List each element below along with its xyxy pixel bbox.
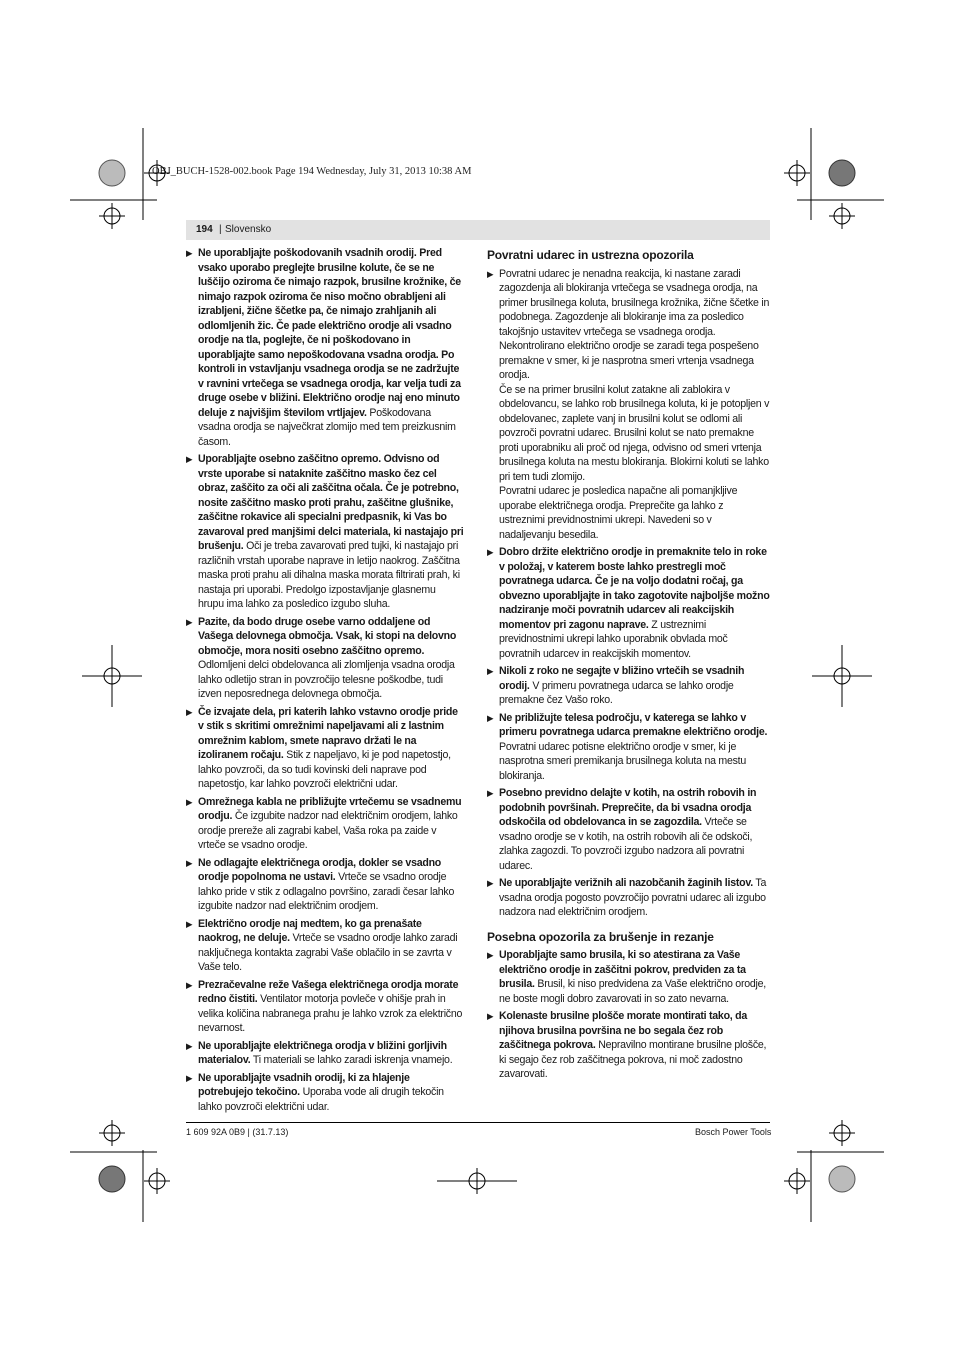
bullet-triangle-icon: ▶ — [186, 796, 193, 807]
bullet-triangle-icon: ▶ — [186, 454, 193, 464]
list-item — [487, 267, 770, 543]
list-item: ▶ Pazite, da bodo druge osebe varno oddaljene od Vašega delovnega območja. Vsak, ki stopi na delovno območje, mora nositi osebno zaščitno opremo. Odlomljeni delci obdelovanca ali zlomljenja vsadna orodja lahko odletijo stran in povzročijo telesne poškodbe, tudi izven neposrednega delovnega območja. — [186, 615, 457, 700]
list-item: ▶ Omrežnega kabla ne približujte vrtečemu se vsadnemu orodju. Če izgubite nadzor nad električnim orodjem, lahko orodje prereže ali zagrabi kabel, Vaša roka pa zaide v vrteče se vsadno orodje. — [186, 795, 462, 851]
list-item: ▶ Ne uporabljajte vsadnih orodij, ki za hlajenje potrebujejo tekočino. Uporaba vode ali drugih tekočin lahko povzroči električni udar. — [186, 1071, 444, 1113]
footer-brand: Bosch Power Tools — [695, 1127, 772, 1137]
bullet-triangle-icon: ▶ — [186, 616, 193, 627]
list-item: ▶ Če izvajate dela, pri katerih lahko vstavno orodje pride v stik s skritimi omrežnimi napeljavami ali z lastnim omrežnim kablom, smete napravo držati le na izoliranem ročaju. Stik z napeljavo, ki je pod napetostjo, lahko povzroči, da so tudi kovinski deli naprave pod napetostjo, kar lahko povzroči električni udar. — [186, 705, 458, 790]
list-item: ▶ Električno orodje naj medtem, ko ga prenašate naokrog, ne deluje. Vrteče se vsadno orodje lahko zaradi naključnega kontakta zagrabi Vaše oblačilo in se zavrta v Vaše telo. — [186, 917, 458, 973]
bullet-triangle-icon: ▶ — [186, 979, 193, 990]
bullet-triangle-icon: ▶ — [487, 788, 494, 798]
bullet-triangle-icon: ▶ — [186, 1040, 193, 1051]
header-bar — [186, 220, 770, 240]
right-column — [487, 246, 770, 1085]
list-item: ▶ Kolenaste brusilne plošče morate montirati tako, da njihova brusilna površina ne bo segala čez rob zaščitnega pokrova. Nepravilno montirane brusilne plošče, ki segajo čez rob zaščitnega pokrova, ni moč zadostno zavarovati. — [487, 1010, 767, 1080]
bullet-triangle-icon: ▶ — [186, 857, 193, 868]
list-item: ▶ Uporabljajte osebno zaščitno opremo. Odvisno od vrste uporabe si nataknite zaščitno masko čez cel obraz, zaščito za oči ali zaščitna očala. Če je potrebno, nosite zaščitno masko proti prahu, zaščitne glušnike, zaščitne rokavice ali specialni predpasnik, ki Vas bo zavaroval pred manjšimi delci materiala, ki nastajajo pri brušenju. Oči je treba zavarovati pred tujki, ki nastajajo pri različnih vrstah uporabe naprave in letijo naokrog. Zaščitna maska proti prahu ali dihalna maska morata filtrirati prah, ki nastaja pri uporabi. Predolgo izpostavljanje glasnemu hrupu ima lahko za posledico izgubo sluha. — [186, 453, 464, 610]
bullet-triangle-icon: ▶ — [487, 878, 494, 888]
bullet-triangle-icon: ▶ — [186, 918, 193, 929]
footer-rule — [186, 1122, 770, 1123]
list-item: ▶ Ne približujte telesa področju, v katerega se lahko v primeru povratnega udarca premakne električno orodje. Povratni udarec potisne električno orodje v smer, ki je nasprotna smeri premikanja brusilnega koluta na mestu blokiranja. — [487, 711, 768, 782]
bullet-triangle-icon: ▶ — [487, 547, 494, 557]
bullet-triangle-icon: ▶ — [487, 1011, 494, 1021]
header-separator: | — [219, 224, 222, 235]
bullet-triangle-icon: ▶ — [186, 1072, 193, 1083]
bullet-triangle-icon: ▶ — [487, 712, 494, 723]
paragraph: Povratni udarec je nenadna reakcija, ki nastane zaradi zagozdenja ali blokiranja vrtečega se vsadnega orodja, na primer brusilnega koluta, brusilnega krožnika, žične ščetke in podobnega. Zagozdenje ali blokiranje ima za posledico takojšnjo ustavitev vrtečega se vsadnega orodja. Nekontrolirano električno orodje se zaradi tega pospešeno premakne v smer, ki je nasprotna smeri vrtenja vsadnega orodja. — [499, 267, 770, 381]
section-heading: Povratni udarec in ustrezna opozorila — [487, 248, 694, 262]
bullet-triangle-icon: ▶ — [487, 268, 494, 279]
list-item: ▶ Uporabljajte samo brusila, ki so atestirana za Vaše električno orodje in zaščitni pokrov, predviden za ta brusila. Brusil, ki niso predvidena za Vaše električno orodje, ne boste mogli dobro zavarovati in so zato nevarna. — [487, 949, 766, 1005]
list-item: ▶ Nikoli z roko ne segajte v bližino vrtečih se vsadnih orodij. V primeru povratnega udarca se lahko orodje premakne čez Vašo roko. — [487, 665, 745, 706]
header-language: Slovensko — [225, 224, 272, 235]
paragraph: Povratni udarec je posledica napačne ali pomanjkljive uporabe električnega orodja. Preprečite ga lahko z ustreznimi previdnostnimi ukrepi. Navedeni so v nadaljevanju besedila. — [499, 485, 738, 541]
bullet-triangle-icon: ▶ — [186, 248, 193, 258]
paragraph: Če se na primer brusilni kolut zatakne ali zablokira v obdelovancu, se lahko rob brusilnega koluta, ki je potopljen v obdelovanec, zaplete vanj in brusilni kolut se odlomi ali povzroči povratni udarec. Brusilni kolut se nato premakne proti uporabniku ali proč od njega, odvisno od smeri vrtenja brusilnega koluta na mestu blokiranja. Blokirni koluti se lahko pri tem tudi zlomijo. — [499, 383, 770, 483]
list-item: ▶ Ne odlagajte električnega orodja, dokler se vsadno orodje popolnoma ne ustavi. Vrteče se vsadno orodje lahko pride v stik z odlagalno površino, zaradi česar lahko izgubite nadzor nad električnim orodjem. — [186, 856, 455, 912]
list-item: ▶ Posebno previdno delajte v kotih, na ostrih robovih in podobnih površinah. Preprečite, da bi vsadna orodja odskočila od obdelovanca in se zagozdila. Vrteče se vsadno orodje se v kotih, na ostrih robovih ali če odskoči, zlahka zagozdi. To povzroči izgubo nadzora ali povratni udarec. — [487, 787, 757, 872]
bullet-triangle-icon: ▶ — [487, 666, 494, 676]
list-item: ▶ Ne uporabljajte električnega orodja v bližini gorljivih materialov. Ti materiali se lahko zaradi iskrenja vnamejo. — [186, 1039, 453, 1066]
list-item: ▶ Ne uporabljajte poškodovanih vsadnih orodij. Pred vsako uporabo preglejte brusilne kolute, če se ne luščijo oziroma če nimajo razpok, brusilne krožnike, če nimajo razpok oziroma če niso močno obrabljeni ali izrabljeni, žične ščetke pa, če nimajo zrahljanih ali odlomljenih žic. Če pade električno orodje ali vsadno orodje na tla, poglejte, če ni poškodovano in uporabljajte samo nepoškodovana vsadna orodja. Po kontroli in vstavljanju vsadnega orodja se ne zadržujte v ravnini vrtečega se vsadnega orodja, kar velja tudi za druge osebe v bližini. Električno orodje naj eno minuto deluje z najvišjim številom vrtljajev. Poškodovana vsadna orodja se največkrat zlomijo med tem preizkusnim časom. — [186, 247, 461, 448]
page-number: 194 — [196, 224, 213, 235]
bullet-triangle-icon: ▶ — [487, 950, 494, 960]
bullet-triangle-icon: ▶ — [186, 706, 193, 717]
section-heading: Posebna opozorila za brušenje in rezanje — [487, 929, 714, 944]
footer-doc-number: 1 609 92A 0B9 | (31.7.13) — [186, 1127, 289, 1137]
list-item: ▶ Ne uporabljajte verižnih ali nazobčanih žaginih listov. Ta vsadna orodja pogosto povzročijo povratni udarec ali izgubo nadzora nad električnim orodjem. — [487, 877, 767, 918]
print-info: OBJ_BUCH-1528-002.book Page 194 Wednesday, July 31, 2013 10:38 AM — [152, 166, 472, 177]
left-column — [186, 246, 464, 1117]
list-item: ▶ Prezračevalne reže Vašega električnega orodja morate redno čistiti. Ventilator motorja povleče v ohišje prah in velika količina nabranega prahu je lahko vzrok za električno nevarnost. — [186, 978, 463, 1034]
list-item: ▶ Dobro držite električno orodje in premaknite telo in roke v položaj, v katerem boste lahko prestregli moč povratnega udarca. Če je na voljo dodatni ročaj, ga obvezno uporabljajte in tako zagotovite najboljše možno nadziranje moči povratnih udarcev ali reakcijskih momentov pri zagonu naprave. Z ustreznimi previdnostnimi ukrepi lahko uporabnik obvlada moč povratnih udarcev in reakcijskih momentov. — [487, 546, 770, 660]
